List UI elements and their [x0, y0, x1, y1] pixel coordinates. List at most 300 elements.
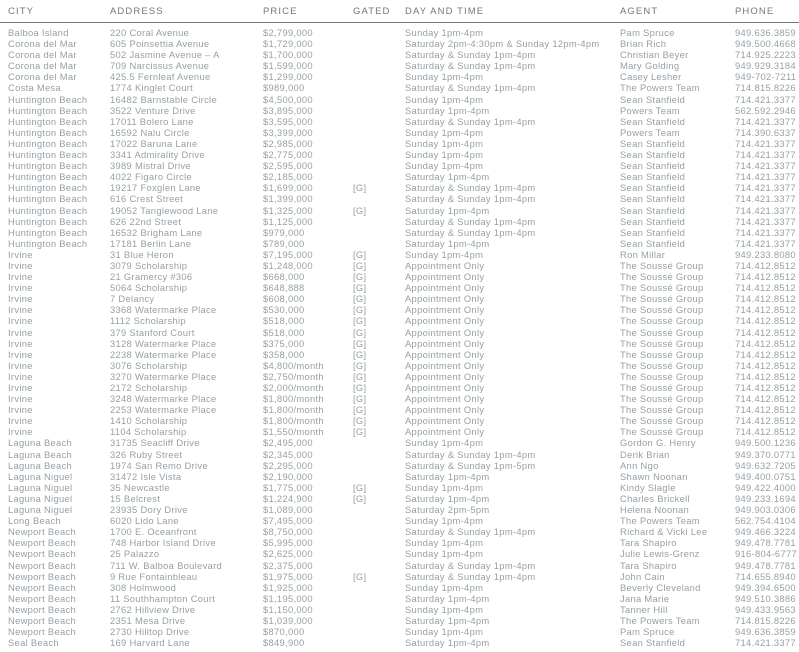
cell-agent: Christian Beyer [620, 49, 689, 61]
cell-agent: The Soussé Group [620, 337, 704, 349]
cell-gated-marker: [G] [353, 426, 367, 438]
cell-gated-marker [345, 127, 397, 138]
table-row [0, 238, 799, 249]
cell-gated-marker [345, 615, 397, 626]
cell-phone: 949.400.0751 [735, 470, 796, 482]
cell-phone: 714.655.8940 [735, 570, 796, 582]
cell-city: Irvine [8, 337, 33, 349]
table-body [0, 23, 799, 649]
cell-price: $789,000 [263, 237, 305, 249]
cell-gated-marker [345, 71, 397, 82]
table-row [0, 548, 799, 559]
cell-price: $2,345,000 [263, 448, 313, 460]
cell-city: Corona del Mar [8, 71, 77, 83]
cell-address: 3270 Watermarke Place [110, 370, 217, 382]
cell-gated-marker [345, 227, 397, 238]
cell-city: Newport Beach [8, 592, 76, 604]
header-row [0, 2, 799, 23]
cell-city: Huntington Beach [8, 137, 88, 149]
cell-address: 2730 Hilltop Drive [110, 626, 190, 638]
cell-agent: The Powers Team [620, 515, 700, 527]
cell-phone: 949.422.4000 [735, 481, 796, 493]
cell-city: Costa Mesa [8, 82, 62, 94]
cell-address: 16482 Barnstable Circle [110, 93, 217, 105]
cell-price: $1,729,000 [263, 38, 313, 50]
cell-city: Newport Beach [8, 603, 76, 615]
cell-gated-marker: [G] [353, 481, 367, 493]
table-row [0, 404, 799, 415]
cell-day-and-time: Sunday 1pm-4pm [405, 160, 484, 172]
cell-price: $1,800/month [263, 404, 324, 416]
cell-agent: Sean Stanfield [620, 182, 686, 194]
cell-address: 3522 Venture Drive [110, 104, 196, 116]
cell-day-and-time: Saturday 1pm-4pm [405, 614, 490, 626]
cell-gated-marker [345, 138, 397, 149]
cell-price: $1,699,000 [263, 182, 313, 194]
table-row [0, 615, 799, 626]
cell-address: 4022 Figaro Circle [110, 171, 192, 183]
cell-gated-marker [345, 504, 397, 515]
cell-address: 3128 Watermarke Place [110, 337, 217, 349]
cell-price: $8,750,000 [263, 526, 313, 538]
cell-address: 3079 Scholarship [110, 259, 188, 271]
cell-phone: 714.412.8512 [735, 259, 796, 271]
cell-address: 1700 E. Oceanfront [110, 526, 197, 538]
cell-day-and-time: Sunday 1pm-4pm [405, 248, 484, 260]
cell-city: Laguna Niguel [8, 504, 73, 516]
cell-agent: The Soussé Group [620, 359, 704, 371]
table-row [0, 537, 799, 548]
cell-price: $1,800/month [263, 393, 324, 405]
cell-day-and-time: Appointment Only [405, 348, 485, 360]
table-row [0, 304, 799, 315]
cell-agent: Powers Team [620, 104, 680, 116]
cell-agent: The Soussé Group [620, 382, 704, 393]
cell-city: Laguna Beach [8, 448, 73, 460]
cell-gated-marker [345, 116, 397, 127]
cell-day-and-time: Saturday & Sunday 1pm-4pm [405, 60, 536, 72]
cell-agent: Julie Lewis-Grenz [620, 548, 700, 560]
cell-day-and-time: Sunday 1pm-4pm [405, 481, 484, 493]
table-row [0, 49, 799, 60]
cell-gated-marker [345, 149, 397, 160]
cell-agent: Sean Stanfield [620, 237, 686, 249]
cell-phone: 949-702-7211 [735, 71, 797, 83]
table-row [0, 460, 799, 471]
cell-agent: Tara Shapiro [620, 537, 677, 549]
cell-address: 11 Southhampton Court [110, 592, 216, 604]
cell-price: $1,248,000 [263, 259, 313, 271]
cell-address: 711 W. Balboa Boulevard [110, 559, 223, 571]
cell-gated-marker: [G] [353, 204, 367, 216]
cell-price: $2,750/month [263, 370, 324, 382]
cell-day-and-time: Saturday & Sunday 1pm-4pm [405, 193, 536, 205]
cell-address: 17022 Baruna Lane [110, 137, 198, 149]
cell-address: 3989 Mistral Drive [110, 160, 191, 172]
cell-agent: The Soussé Group [620, 415, 704, 427]
cell-city: Huntington Beach [8, 215, 88, 227]
table-row [0, 327, 799, 338]
cell-phone: 714.412.8512 [735, 304, 796, 316]
cell-agent: Sean Stanfield [620, 637, 686, 649]
cell-price: $3,399,000 [263, 126, 313, 138]
cell-price: $2,799,000 [263, 27, 313, 38]
cell-agent: The Soussé Group [620, 315, 704, 327]
cell-phone: 916-804-6777 [735, 548, 797, 560]
cell-city: Long Beach [8, 515, 62, 527]
cell-price: $530,000 [263, 304, 305, 316]
cell-phone: 949.632.7205 [735, 459, 796, 471]
cell-address: 748 Harbor Island Drive [110, 537, 216, 549]
cell-price: $648,888 [263, 282, 305, 294]
cell-price: $2,375,000 [263, 559, 313, 571]
cell-city: Irvine [8, 271, 33, 283]
cell-city: Newport Beach [8, 626, 76, 638]
cell-phone: 714.421.3377 [735, 215, 796, 227]
cell-address: 21 Gramercy #306 [110, 271, 193, 283]
table-row [0, 582, 799, 593]
cell-phone: 714.421.3377 [735, 637, 796, 649]
table-row [0, 282, 799, 293]
cell-address: 2238 Watermarke Place [110, 348, 217, 360]
cell-address: 1410 Scholarship [110, 415, 188, 427]
cell-phone: 714.815.8226 [735, 82, 796, 94]
cell-gated-marker [345, 160, 397, 171]
table-row [0, 315, 799, 326]
cell-gated-marker [345, 449, 397, 460]
cell-address: 7 Delancy [110, 293, 155, 305]
cell-day-and-time: Saturday & Sunday 1pm-4pm [405, 115, 536, 127]
table-row [0, 382, 799, 393]
cell-price: $989,000 [263, 82, 305, 94]
cell-agent: The Soussé Group [620, 404, 704, 416]
cell-agent: Ron Millar [620, 248, 666, 260]
cell-gated-marker [345, 238, 397, 249]
table-row [0, 593, 799, 604]
table-row [0, 249, 799, 260]
cell-phone: 714.412.8512 [735, 426, 796, 438]
table-row [0, 293, 799, 304]
table-row [0, 437, 799, 448]
cell-city: Laguna Beach [8, 459, 73, 471]
cell-phone: 714.412.8512 [735, 271, 796, 283]
cell-phone: 949.233.8080 [735, 248, 796, 260]
cell-city: Newport Beach [8, 614, 76, 626]
cell-phone: 714.412.8512 [735, 315, 796, 327]
cell-price: $1,975,000 [263, 570, 313, 582]
cell-city: Huntington Beach [8, 193, 88, 205]
cell-phone: 949.394.6500 [735, 581, 796, 593]
cell-day-and-time: Sunday 1pm-4pm [405, 126, 484, 138]
cell-price: $1,800/month [263, 415, 324, 427]
cell-phone: 949.466.3224 [735, 526, 796, 538]
table-row [0, 193, 799, 204]
column-header-phone: PHONE [727, 2, 799, 23]
cell-agent: The Powers Team [620, 614, 700, 626]
column-header-gated: GATED [345, 2, 397, 23]
cell-day-and-time: Saturday 1pm-4pm [405, 171, 490, 183]
table-row [0, 515, 799, 526]
cell-gated-marker: [G] [353, 492, 367, 504]
cell-day-and-time: Appointment Only [405, 415, 485, 427]
cell-address: 1104 Scholarship [110, 426, 187, 438]
cell-day-and-time: Appointment Only [405, 426, 485, 438]
cell-gated-marker [345, 604, 397, 615]
cell-phone: 949.478.7781 [735, 537, 796, 549]
cell-gated-marker: [G] [353, 326, 367, 338]
cell-day-and-time: Saturday 1pm-4pm [405, 637, 490, 649]
cell-day-and-time: Saturday 1pm-4pm [405, 104, 490, 116]
cell-gated-marker [345, 471, 397, 482]
cell-phone: 714.412.8512 [735, 393, 796, 405]
cell-price: $849,900 [263, 637, 305, 649]
cell-price: $5,995,000 [263, 537, 313, 549]
table-row [0, 127, 799, 138]
cell-city: Huntington Beach [8, 171, 88, 183]
cell-agent: Gordon G. Henry [620, 437, 696, 449]
cell-day-and-time: Saturday & Sunday 1pm-4pm [405, 215, 536, 227]
cell-price: $979,000 [263, 226, 305, 238]
cell-city: Huntington Beach [8, 204, 88, 216]
cell-agent: Casey Lesher [620, 71, 682, 83]
cell-gated-marker [345, 548, 397, 559]
table-row [0, 160, 799, 171]
cell-address: 3076 Scholarship [110, 359, 188, 371]
cell-agent: The Soussé Group [620, 271, 704, 283]
table-row [0, 82, 799, 93]
cell-agent: Tara Shapiro [620, 559, 677, 571]
cell-city: Huntington Beach [8, 126, 88, 138]
cell-price: $4,800/month [263, 359, 324, 371]
cell-gated-marker [345, 94, 397, 105]
cell-phone: 562.592.2946 [735, 104, 796, 116]
cell-day-and-time: Sunday 1pm-4pm [405, 537, 484, 549]
cell-city: Huntington Beach [8, 115, 88, 127]
table-row [0, 38, 799, 49]
cell-gated-marker: [G] [353, 293, 367, 305]
cell-address: 23935 Dory Drive [110, 504, 188, 516]
cell-day-and-time: Appointment Only [405, 271, 485, 283]
cell-day-and-time: Saturday & Sunday 1pm-5pm [405, 459, 536, 471]
column-header-address: ADDRESS [102, 2, 255, 23]
cell-address: 3368 Watermarke Place [110, 304, 217, 316]
cell-agent: Sean Stanfield [620, 226, 686, 238]
cell-city: Huntington Beach [8, 149, 88, 161]
table-row [0, 526, 799, 537]
cell-phone: 714.412.8512 [735, 293, 796, 305]
cell-city: Irvine [8, 248, 33, 260]
cell-agent: The Powers Team [620, 82, 700, 94]
cell-day-and-time: Sunday 1pm-4pm [405, 137, 484, 149]
cell-gated-marker: [G] [353, 348, 367, 360]
cell-day-and-time: Saturday 2pm-5pm [405, 504, 490, 516]
column-header-city: CITY [0, 2, 102, 23]
cell-agent: Sean Stanfield [620, 115, 686, 127]
cell-address: 3341 Admirality Drive [110, 149, 205, 161]
cell-gated-marker [345, 582, 397, 593]
cell-phone: 562.754.4104 [735, 515, 796, 527]
cell-agent: Derik Brian [620, 448, 670, 460]
cell-city: Irvine [8, 370, 33, 382]
cell-address: 326 Ruby Street [110, 448, 183, 460]
cell-phone: 714.390.6337 [735, 126, 796, 138]
cell-day-and-time: Saturday & Sunday 1pm-4pm [405, 570, 536, 582]
table-row [0, 149, 799, 160]
cell-agent: Richard & Vicki Lee [620, 526, 708, 538]
cell-day-and-time: Appointment Only [405, 315, 485, 327]
cell-city: Corona del Mar [8, 38, 77, 50]
cell-agent: The Soussé Group [620, 293, 704, 305]
cell-address: 379 Stanford Court [110, 326, 195, 338]
cell-city: Huntington Beach [8, 182, 88, 194]
cell-address: 3248 Watermarke Place [110, 393, 217, 405]
table-row [0, 415, 799, 426]
cell-day-and-time: Saturday 2pm-4:30pm & Sunday 12pm-4pm [405, 38, 600, 50]
cell-agent: Helena Noonan [620, 504, 690, 516]
cell-price: $2,495,000 [263, 437, 313, 449]
cell-phone: 949.510.3886 [735, 592, 796, 604]
cell-agent: Sean Stanfield [620, 149, 686, 161]
table-row [0, 504, 799, 515]
cell-gated-marker [345, 105, 397, 116]
cell-price: $7,495,000 [263, 515, 313, 527]
cell-gated-marker: [G] [353, 393, 367, 405]
cell-address: 626 22nd Street [110, 215, 182, 227]
cell-gated-marker [345, 38, 397, 49]
cell-gated-marker [345, 537, 397, 548]
cell-day-and-time: Appointment Only [405, 404, 485, 416]
cell-gated-marker: [G] [353, 370, 367, 382]
cell-city: Irvine [8, 426, 33, 438]
cell-phone: 714.412.8512 [735, 282, 796, 294]
cell-price: $1,700,000 [263, 49, 313, 61]
cell-phone: 714.421.3377 [735, 182, 796, 194]
table-row [0, 71, 799, 82]
cell-address: 31735 Seacliff Drive [110, 437, 200, 449]
cell-agent: Beverly Cleveland [620, 581, 701, 593]
cell-phone: 714.421.3377 [735, 226, 796, 238]
cell-address: 605 Poinsettia Avenue [110, 38, 210, 50]
cell-price: $518,000 [263, 326, 305, 338]
cell-agent: Powers Team [620, 126, 680, 138]
table-row [0, 371, 799, 382]
cell-city: Irvine [8, 282, 33, 294]
table-row [0, 349, 799, 360]
cell-price: $7,195,000 [263, 248, 313, 260]
table-row [0, 393, 799, 404]
cell-phone: 949.478.7781 [735, 559, 796, 571]
cell-address: 35 Newcastle [110, 481, 170, 493]
column-header-day-and-time: DAY AND TIME [397, 2, 612, 23]
cell-phone: 949.929.3184 [735, 60, 796, 72]
cell-gated-marker: [G] [353, 404, 367, 416]
cell-gated-marker [345, 526, 397, 537]
table-row [0, 338, 799, 349]
cell-phone: 949.636.3859 [735, 626, 796, 638]
table-row [0, 260, 799, 271]
cell-city: Irvine [8, 259, 33, 271]
cell-city: Corona del Mar [8, 49, 77, 61]
column-header-price: PRICE [255, 2, 345, 23]
cell-price: $1,125,000 [263, 215, 313, 227]
cell-gated-marker: [G] [353, 382, 367, 393]
cell-day-and-time: Appointment Only [405, 326, 485, 338]
cell-day-and-time: Sunday 1pm-4pm [405, 71, 484, 83]
cell-gated-marker [345, 171, 397, 182]
cell-price: $4,500,000 [263, 93, 313, 105]
cell-day-and-time: Saturday 1pm-4pm [405, 204, 490, 216]
table-row [0, 604, 799, 615]
cell-gated-marker: [G] [353, 415, 367, 427]
cell-address: 308 Holmwood [110, 581, 177, 593]
cell-gated-marker [345, 637, 397, 648]
cell-day-and-time: Sunday 1pm-4pm [405, 27, 484, 38]
cell-gated-marker: [G] [353, 304, 367, 316]
cell-city: Newport Beach [8, 559, 76, 571]
cell-price: $2,000/month [263, 382, 324, 393]
table-row [0, 571, 799, 582]
cell-address: 31472 Isle Vista [110, 470, 182, 482]
cell-agent: Mary Golding [620, 60, 680, 72]
cell-city: Newport Beach [8, 526, 76, 538]
cell-agent: Pam Spruce [620, 27, 675, 38]
cell-phone: 714.412.8512 [735, 404, 796, 416]
cell-day-and-time: Saturday & Sunday 1pm-4pm [405, 182, 536, 194]
cell-city: Huntington Beach [8, 93, 88, 105]
cell-day-and-time: Appointment Only [405, 382, 485, 393]
cell-price: $668,000 [263, 271, 305, 283]
cell-price: $1,299,000 [263, 71, 313, 83]
cell-price: $2,985,000 [263, 137, 313, 149]
cell-city: Corona del Mar [8, 60, 77, 72]
cell-address: 16592 Nalu Circle [110, 126, 190, 138]
cell-gated-marker [345, 193, 397, 204]
cell-price: $518,000 [263, 315, 305, 327]
cell-address: 425.5 Fernleaf Avenue [110, 71, 211, 83]
cell-phone: 949.636.3859 [735, 27, 796, 38]
cell-phone: 714.925.2223 [735, 49, 796, 61]
cell-phone: 714.421.3377 [735, 171, 796, 183]
cell-address: 17011 Bolero Lane [110, 115, 194, 127]
cell-phone: 714.421.3377 [735, 204, 796, 216]
cell-price: $870,000 [263, 626, 305, 638]
table-row [0, 493, 799, 504]
cell-phone: 714.421.3377 [735, 93, 796, 105]
cell-day-and-time: Appointment Only [405, 370, 485, 382]
cell-phone: 714.412.8512 [735, 370, 796, 382]
cell-gated-marker [345, 23, 397, 39]
cell-gated-marker: [G] [353, 282, 367, 294]
cell-gated-marker [345, 460, 397, 471]
cell-price: $2,625,000 [263, 548, 313, 560]
cell-gated-marker [345, 216, 397, 227]
cell-day-and-time: Appointment Only [405, 282, 485, 294]
cell-address: 19052 Tanglewood Lane [110, 204, 219, 216]
cell-city: Irvine [8, 382, 33, 393]
cell-phone: 949.233.1694 [735, 492, 796, 504]
cell-address: 1974 San Remo Drive [110, 459, 208, 471]
cell-phone: 714.421.3377 [735, 149, 796, 161]
cell-address: 31 Blue Heron [110, 248, 174, 260]
table-row [0, 94, 799, 105]
cell-price: $2,775,000 [263, 149, 313, 161]
cell-price: $608,000 [263, 293, 305, 305]
cell-address: 6020 Lido Lane [110, 515, 179, 527]
table-row [0, 426, 799, 437]
cell-phone: 949.500.4668 [735, 38, 796, 50]
cell-address: 709 Narcissus Avenue [110, 60, 210, 72]
cell-phone: 714.412.8512 [735, 382, 796, 393]
